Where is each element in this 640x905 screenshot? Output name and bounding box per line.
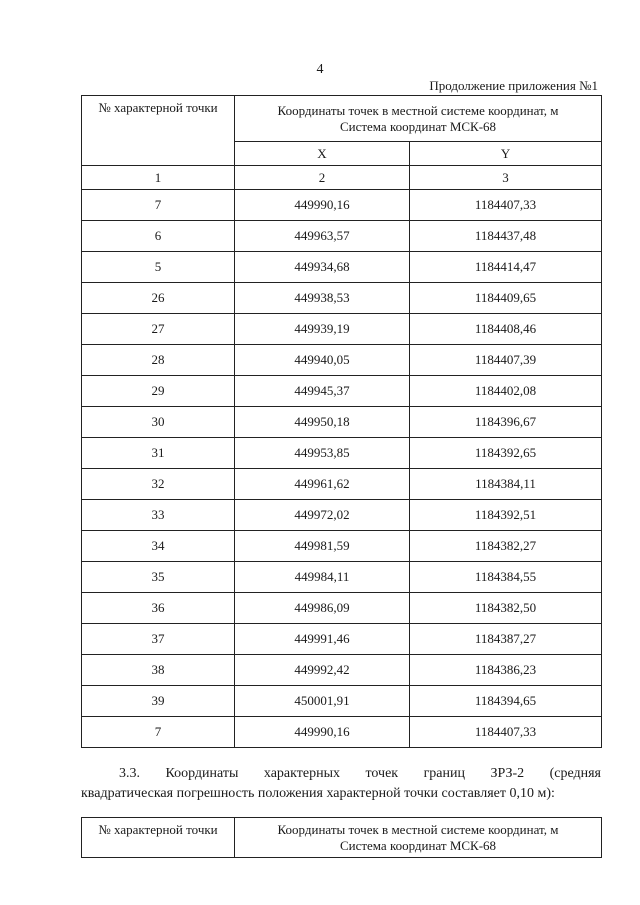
x-coordinate-cell: 449950,18 — [235, 407, 410, 438]
x-coordinate-cell: 449940,05 — [235, 345, 410, 376]
x-coordinate-cell: 449990,16 — [235, 717, 410, 748]
table-row — [82, 438, 602, 469]
index-cell: 1 — [82, 166, 235, 190]
point-number-cell: 5 — [82, 252, 235, 283]
table-row — [82, 376, 602, 407]
x-coordinate-cell: 449986,09 — [235, 593, 410, 624]
point-number-cell: 28 — [82, 345, 235, 376]
y-coordinate-cell: 1184392,51 — [410, 500, 602, 531]
point-number-cell: 39 — [82, 686, 235, 717]
table-row — [82, 190, 602, 221]
point-number-cell: 32 — [82, 469, 235, 500]
index-cell: 2 — [235, 166, 410, 190]
point-number-cell: 6 — [82, 221, 235, 252]
header-coordinates-line2: Система координат МСК-68 — [339, 118, 497, 134]
point-number-cell: 33 — [82, 500, 235, 531]
y-coordinate-cell: 1184407,33 — [410, 190, 602, 221]
table-row — [82, 562, 602, 593]
point-number-cell: 31 — [82, 438, 235, 469]
header-x: X — [235, 142, 410, 166]
point-number-cell: 7 — [82, 717, 235, 748]
y-coordinate-cell: 1184407,33 — [410, 717, 602, 748]
point-number-cell: 36 — [82, 593, 235, 624]
table-row — [82, 531, 602, 562]
table-row — [82, 314, 602, 345]
x-coordinate-cell: 449961,62 — [235, 469, 410, 500]
section-3-3-paragraph — [81, 764, 601, 804]
table-row — [82, 345, 602, 376]
x-coordinate-cell: 449939,19 — [235, 314, 410, 345]
coordinates-table — [81, 95, 602, 748]
y-coordinate-cell: 1184387,27 — [410, 624, 602, 655]
y-coordinate-cell: 1184414,47 — [410, 252, 602, 283]
y-coordinate-cell: 1184407,39 — [410, 345, 602, 376]
point-number-cell: 37 — [82, 624, 235, 655]
x-coordinate-cell: 449938,53 — [235, 283, 410, 314]
y-coordinate-cell: 1184394,65 — [410, 686, 602, 717]
index-cell: 3 — [410, 166, 602, 190]
header-point-number: № характерной точки — [82, 818, 235, 858]
x-coordinate-cell: 449990,16 — [235, 190, 410, 221]
table-row — [82, 655, 602, 686]
point-number-cell: 30 — [82, 407, 235, 438]
x-coordinate-cell: 449972,02 — [235, 500, 410, 531]
table-row — [82, 717, 602, 748]
section-line-1: 3.3. Координаты характерных точек границ ЗРЗ-2 (средняя — [119, 766, 601, 781]
y-coordinate-cell: 1184392,65 — [410, 438, 602, 469]
table-row — [82, 252, 602, 283]
table-index-row — [82, 166, 602, 190]
table-row — [82, 500, 602, 531]
y-coordinate-cell: 1184382,27 — [410, 531, 602, 562]
table-row — [82, 593, 602, 624]
x-coordinate-cell: 449991,46 — [235, 624, 410, 655]
x-coordinate-cell: 449934,68 — [235, 252, 410, 283]
header-y: Y — [410, 142, 602, 166]
point-number-cell: 27 — [82, 314, 235, 345]
x-coordinate-cell: 450001,91 — [235, 686, 410, 717]
y-coordinate-cell: 1184409,65 — [410, 283, 602, 314]
point-number-cell: 34 — [82, 531, 235, 562]
point-number-cell: 26 — [82, 283, 235, 314]
header-coordinates-line1: Координаты точек в местной системе координат, м — [277, 102, 559, 118]
table-header-row — [82, 96, 602, 142]
header-point-number: № характерной точки — [82, 96, 235, 166]
appendix-continuation-label: Продолжение приложения №1 — [429, 78, 598, 93]
table-row — [82, 469, 602, 500]
table-row — [82, 686, 602, 717]
section-line-2: квадратическая погрешность положения характерной точки составляет 0,10 м): — [81, 786, 555, 801]
table-row — [82, 283, 602, 314]
point-number-cell: 29 — [82, 376, 235, 407]
point-number-cell: 38 — [82, 655, 235, 686]
y-coordinate-cell: 1184384,11 — [410, 469, 602, 500]
x-coordinate-cell: 449992,42 — [235, 655, 410, 686]
point-number-cell: 35 — [82, 562, 235, 593]
y-coordinate-cell: 1184437,48 — [410, 221, 602, 252]
header-coordinates-line1: Координаты точек в местной системе координат, м — [277, 821, 559, 837]
header-coordinates — [235, 96, 602, 142]
x-coordinate-cell: 449963,57 — [235, 221, 410, 252]
point-number-cell: 7 — [82, 190, 235, 221]
y-coordinate-cell: 1184384,55 — [410, 562, 602, 593]
y-coordinate-cell: 1184382,50 — [410, 593, 602, 624]
table-header-row — [82, 818, 602, 858]
x-coordinate-cell: 449981,59 — [235, 531, 410, 562]
x-coordinate-cell: 449984,11 — [235, 562, 410, 593]
table-row — [82, 407, 602, 438]
x-coordinate-cell: 449953,85 — [235, 438, 410, 469]
y-coordinate-cell: 1184396,67 — [410, 407, 602, 438]
coordinates-table-body — [82, 96, 602, 748]
table-row — [82, 624, 602, 655]
y-coordinate-cell: 1184402,08 — [410, 376, 602, 407]
page-number: 4 — [316, 62, 324, 77]
table-row — [82, 221, 602, 252]
header-coordinates — [235, 818, 602, 858]
coordinates-table-2 — [81, 817, 602, 858]
y-coordinate-cell: 1184408,46 — [410, 314, 602, 345]
header-coordinates-line2: Система координат МСК-68 — [339, 837, 497, 853]
x-coordinate-cell: 449945,37 — [235, 376, 410, 407]
y-coordinate-cell: 1184386,23 — [410, 655, 602, 686]
